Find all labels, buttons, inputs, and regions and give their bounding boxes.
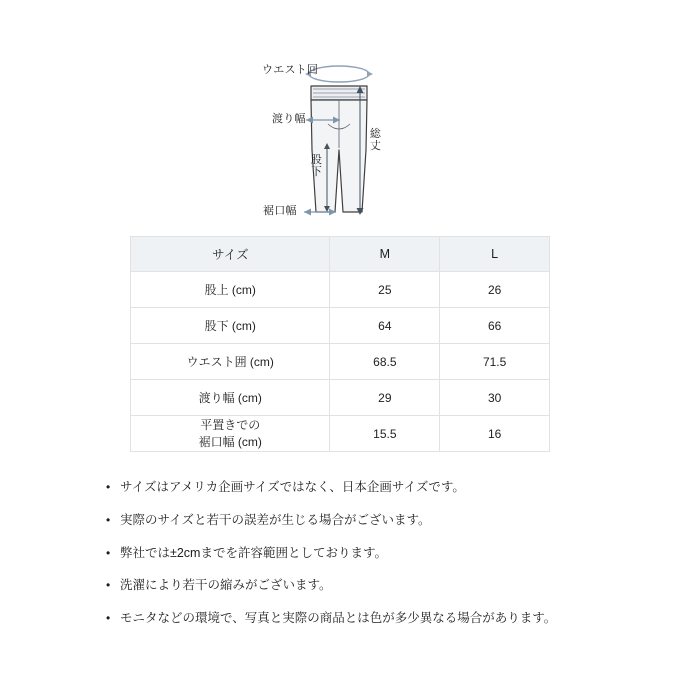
note-text: 洗濯により若干の縮みがございます。 bbox=[120, 578, 332, 593]
row-value-l-inseam: 66 bbox=[440, 308, 550, 344]
bullet-icon: • bbox=[106, 578, 111, 593]
note-text: 弊社では±2cmまでを許容範囲としております。 bbox=[120, 545, 387, 560]
row-value-l-rise: 26 bbox=[440, 272, 550, 308]
row-label-rise: 股上 (cm) bbox=[131, 272, 330, 308]
size-table-wrapper bbox=[130, 232, 550, 452]
row-label-inseam: 股下 (cm) bbox=[131, 308, 330, 344]
row-value-l-waist: 71.5 bbox=[440, 344, 550, 380]
list-item bbox=[106, 544, 576, 563]
note-text: サイズはアメリカ企画サイズではなく、日本企画サイズです。 bbox=[120, 480, 465, 494]
pants-measurement-diagram bbox=[0, 0, 680, 232]
bullet-icon: • bbox=[106, 545, 111, 560]
list-item bbox=[106, 478, 576, 497]
table-row bbox=[131, 272, 550, 308]
table-row bbox=[131, 380, 550, 416]
row-label-hem-line1: 平置きでの bbox=[200, 418, 261, 433]
row-value-l-thigh: 30 bbox=[440, 380, 550, 416]
list-item bbox=[106, 609, 576, 628]
row-label-hem-line2: 裾口幅 (cm) bbox=[198, 434, 262, 449]
table-row bbox=[131, 308, 550, 344]
column-header-size: サイズ bbox=[131, 237, 330, 272]
label-hem-width: 裾口幅 bbox=[263, 205, 297, 217]
label-waist: ウエスト回 bbox=[262, 64, 319, 76]
row-value-m-rise: 25 bbox=[330, 272, 440, 308]
column-header-l: L bbox=[440, 237, 550, 272]
label-total-length: 総丈 bbox=[369, 128, 382, 152]
table-row bbox=[131, 344, 550, 380]
note-text: 実際のサイズと若干の誤差が生じる場合がございます。 bbox=[120, 512, 431, 527]
row-value-m-thigh: 29 bbox=[330, 380, 440, 416]
row-label-waist: ウエスト囲 (cm) bbox=[131, 344, 330, 380]
list-item bbox=[106, 576, 576, 595]
row-value-m-hem: 15.5 bbox=[330, 416, 440, 452]
notes-list bbox=[104, 478, 576, 628]
row-value-m-inseam: 64 bbox=[330, 308, 440, 344]
bullet-icon: • bbox=[106, 611, 111, 625]
size-table bbox=[130, 236, 550, 452]
bullet-icon: • bbox=[106, 512, 111, 527]
note-text: モニタなどの環境で、写真と実際の商品とは色が多少異なる場合があります。 bbox=[120, 611, 557, 625]
row-label-hem bbox=[131, 416, 330, 452]
bullet-icon: • bbox=[106, 480, 111, 494]
table-row bbox=[131, 416, 550, 452]
label-inseam: 股下 bbox=[310, 154, 323, 178]
row-value-m-waist: 68.5 bbox=[330, 344, 440, 380]
table-header-row bbox=[131, 237, 550, 272]
label-thigh-width: 渡り幅 bbox=[272, 113, 306, 125]
list-item bbox=[106, 511, 576, 530]
column-header-m: M bbox=[330, 237, 440, 272]
row-value-l-hem: 16 bbox=[440, 416, 550, 452]
pants-illustration bbox=[0, 0, 680, 232]
row-label-thigh: 渡り幅 (cm) bbox=[131, 380, 330, 416]
